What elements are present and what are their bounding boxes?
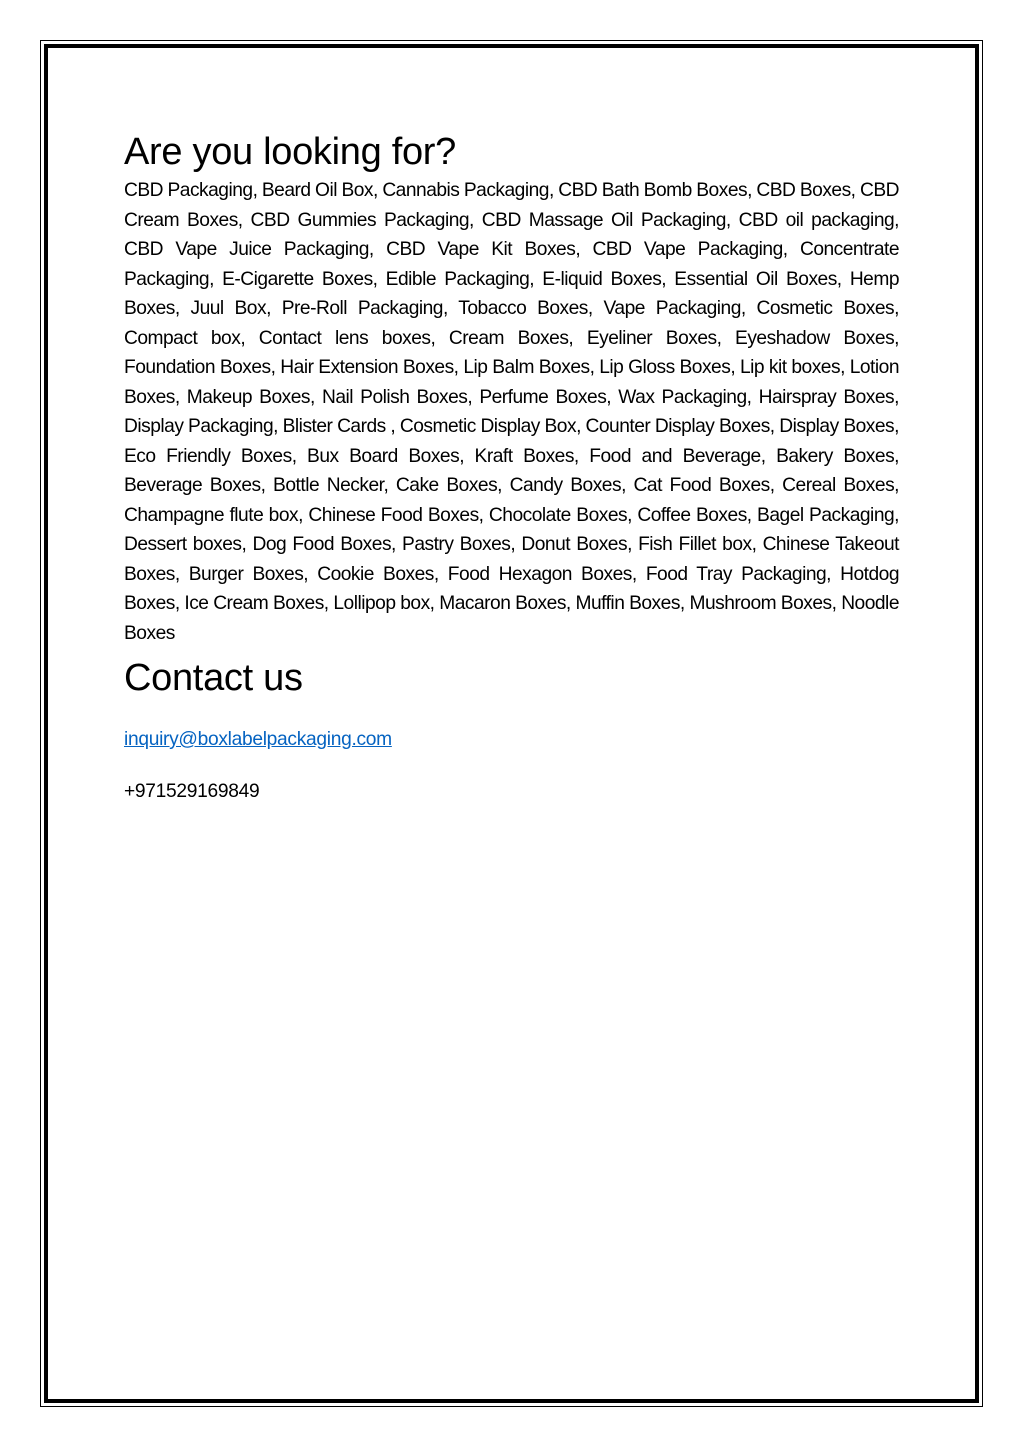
email-link[interactable]: inquiry@boxlabelpackaging.com (124, 729, 392, 750)
phone-number: +971529169849 (124, 781, 260, 802)
document-content (124, 128, 899, 806)
contact-us-heading: Contact us (124, 657, 303, 699)
looking-for-heading: Are you looking for? (124, 131, 456, 173)
product-list-paragraph: CBD Packaging, Beard Oil Box, Cannabis Packaging, CBD Bath Bomb Boxes, CBD Boxes, CBD Cream Boxes, CBD Gummies Packaging, CBD Massage Oil Packaging, CBD oil packaging, CBD Vape Juice Packaging, CBD Vape Kit Boxes, CBD Vape Packaging, Concentrate Packaging, E-Cigarette Boxes, Edible Packaging, E-liquid Boxes, Essential Oil Boxes, Hemp Boxes, Juul Box, Pre-Roll Packaging, Tobacco Boxes, Vape Packaging, Cosmetic Boxes, Compact box, Contact lens boxes, Cream Boxes, Eyeliner Boxes, Eyeshadow Boxes, Foundation Boxes, Hair Extension Boxes, Lip Balm Boxes, Lip Gloss Boxes, Lip kit boxes, Lotion Boxes, Makeup Boxes, Nail Polish Boxes, Perfume Boxes, Wax Packaging, Hairspray Boxes, Display Packaging, Blister Cards , Cosmetic Display Box, Counter Display Boxes, Display Boxes, Eco Friendly Boxes, Bux Board Boxes, Kraft Boxes, Food and Beverage, Bakery Boxes, Beverage Boxes, Bottle Necker, Cake Boxes, Candy Boxes, Cat Food Boxes, Cereal Boxes, Champagne flute box, Chinese Food Boxes, Chocolate Boxes, Coffee Boxes, Bagel Packaging, Dessert boxes, Dog Food Boxes, Pastry Boxes, Donut Boxes, Fish Fillet box, Chinese Takeout Boxes, Burger Boxes, Cookie Boxes, Food Hexagon Boxes, Food Tray Packaging, Hotdog Boxes, Ice Cream Boxes, Lollipop box, Macaron Boxes, Muffin Boxes, Mushroom Boxes, Noodle Boxes (124, 180, 899, 644)
